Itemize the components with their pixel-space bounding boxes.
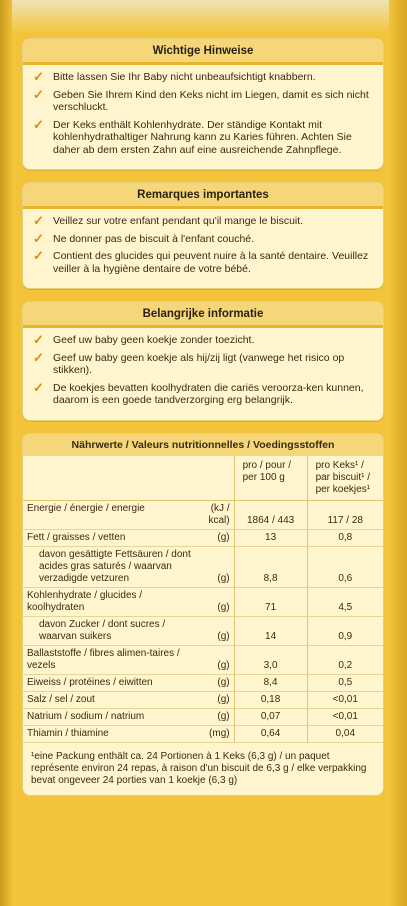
footnote: ¹eine Packung enthält ca. 24 Portionen à 1 Keks (6,3 g) / un paquet représente environ 24 repas, à raison d'un biscuit de 6,3 g / elke verpakking bevat ongeveer 24 porties van 1 koekje (6,3 g) [31, 750, 367, 786]
nutrient-label: davon gesättigte Fettsäuren / dont acides gras saturés / waarvan verzadigde vetzuren [23, 546, 201, 587]
value-per-100g: 8,8 [234, 546, 307, 587]
package-right-edge [389, 0, 407, 906]
checkmark-icon: ✓ [33, 86, 44, 102]
package-top-edge [0, 0, 407, 34]
value-per-biscuit: 0,5 [307, 674, 383, 691]
nutrition-row [23, 529, 383, 546]
nutrient-unit: (mg) [201, 725, 234, 742]
nutrition-row [23, 587, 383, 616]
value-per-biscuit: 0,04 [307, 725, 383, 742]
nutrition-table [23, 456, 383, 743]
value-per-biscuit: 0,6 [307, 546, 383, 587]
value-per-100g: 0,07 [234, 708, 307, 725]
value-per-biscuit: 117 / 28 [307, 500, 383, 529]
value-per-100g: 71 [234, 587, 307, 616]
value-per-100g: 14 [234, 616, 307, 645]
nutrient-unit: (g) [201, 587, 234, 616]
nutrient-label: davon Zucker / dont sucres / waarvan suikers [23, 616, 201, 645]
value-per-biscuit: 0,9 [307, 616, 383, 645]
notice-box-german [22, 38, 384, 170]
checkmark-icon: ✓ [33, 332, 44, 347]
notice-item: ✓ Der Keks enthält Kohlenhydrate. Der ständige Kontakt mit kohlenhydrathaltiger Nahrung kann zu Karies führen. Achten Sie daher ab dem ersten Zahn auf eine ausreichende Zahnpflege. [33, 116, 352, 156]
value-per-100g: 1864 / 443 [234, 500, 307, 529]
notice-title: Wichtige Hinweise [23, 39, 383, 62]
checkmark-icon: ✓ [33, 116, 44, 132]
nutrient-label: Kohlenhydrate / glucides / koolhydraten [23, 587, 201, 616]
nutrition-title: Nährwerte / Valeurs nutritionnelles / Voedingsstoffen [23, 434, 383, 456]
nutrient-unit: (g) [201, 616, 234, 645]
notice-item: ✓ Geef uw baby geen koekje als hij/zij ligt (vanwege het risico op stikken). [33, 349, 345, 376]
nutrient-unit: (kJ / kcal) [201, 500, 234, 529]
notice-box-french [22, 182, 384, 289]
nutrient-unit: (g) [201, 546, 234, 587]
header-per-100g: pro / pour / per 100 g [234, 456, 307, 501]
nutrition-row [23, 645, 383, 674]
notice-title: Remarques importantes [23, 183, 383, 206]
nutrient-label: Ballaststoffe / fibres alimen-taires / vezels [23, 645, 201, 674]
value-per-biscuit: 0,8 [307, 529, 383, 546]
package-back-panel [22, 38, 384, 796]
value-per-100g: 13 [234, 529, 307, 546]
nutrient-label: Thiamin / thiamine [23, 725, 201, 742]
checkmark-icon: ✓ [33, 213, 44, 228]
value-per-100g: 8,4 [234, 674, 307, 691]
nutrition-row [23, 500, 383, 529]
notice-item: ✓ Veillez sur votre enfant pendant qu'il mange le biscuit. [33, 213, 304, 228]
value-per-biscuit: 4,5 [307, 587, 383, 616]
nutrient-unit: (g) [201, 674, 234, 691]
checkmark-icon: ✓ [33, 69, 44, 84]
notice-item: ✓ Geben Sie Ihrem Kind den Keks nicht im Liegen, damit es sich nicht verschluckt. [33, 86, 369, 113]
nutrition-row [23, 616, 383, 645]
nutrition-row [23, 674, 383, 691]
header-per-biscuit: pro Keks¹ / par biscuit¹ / per koekjes¹ [307, 456, 383, 501]
value-per-100g: 0,64 [234, 725, 307, 742]
value-per-100g: 3,0 [234, 645, 307, 674]
notice-item: ✓ Contient des glucides qui peuvent nuire à la santé dentaire. Veuillez veiller à la hygiène dentaire de votre bébé. [33, 248, 369, 275]
nutrient-unit: (g) [201, 691, 234, 708]
nutrient-label: Energie / énergie / energie [23, 500, 201, 529]
package-left-edge [0, 0, 12, 906]
value-per-biscuit: <0,01 [307, 708, 383, 725]
nutrient-label: Salz / sel / zout [23, 691, 201, 708]
value-per-100g: 0,18 [234, 691, 307, 708]
nutrient-label: Fett / graisses / vetten [23, 529, 201, 546]
nutrition-row [23, 725, 383, 742]
value-per-biscuit: <0,01 [307, 691, 383, 708]
nutrient-label: Natrium / sodium / natrium [23, 708, 201, 725]
notice-item: ✓ De koekjes bevatten koolhydraten die cariës veroorza-ken kunnen, daarom is een goede tandverzorging erg belangrijk. [33, 379, 364, 406]
checkmark-icon: ✓ [33, 248, 44, 263]
nutrition-header-row [23, 456, 383, 501]
nutrition-panel [22, 433, 384, 796]
value-per-biscuit: 0,2 [307, 645, 383, 674]
nutrition-row [23, 546, 383, 587]
checkmark-icon: ✓ [33, 230, 44, 246]
nutrient-unit: (g) [201, 529, 234, 546]
nutrition-row [23, 708, 383, 725]
nutrition-row [23, 691, 383, 708]
notice-item: ✓ Geef uw baby geen koekje zonder toezicht. [33, 332, 255, 347]
notice-title: Belangrijke informatie [23, 302, 383, 325]
notice-box-dutch [22, 301, 384, 421]
checkmark-icon: ✓ [33, 349, 44, 365]
nutrient-unit: (g) [201, 645, 234, 674]
nutrient-unit: (g) [201, 708, 234, 725]
checkmark-icon: ✓ [33, 379, 44, 395]
notice-item: ✓ Ne donner pas de biscuit à l'enfant couché. [33, 230, 255, 246]
nutrient-label: Eiweiss / protéines / eiwitten [23, 674, 201, 691]
notice-item: ✓ Bitte lassen Sie Ihr Baby nicht unbeaufsichtigt knabbern. [33, 69, 316, 84]
